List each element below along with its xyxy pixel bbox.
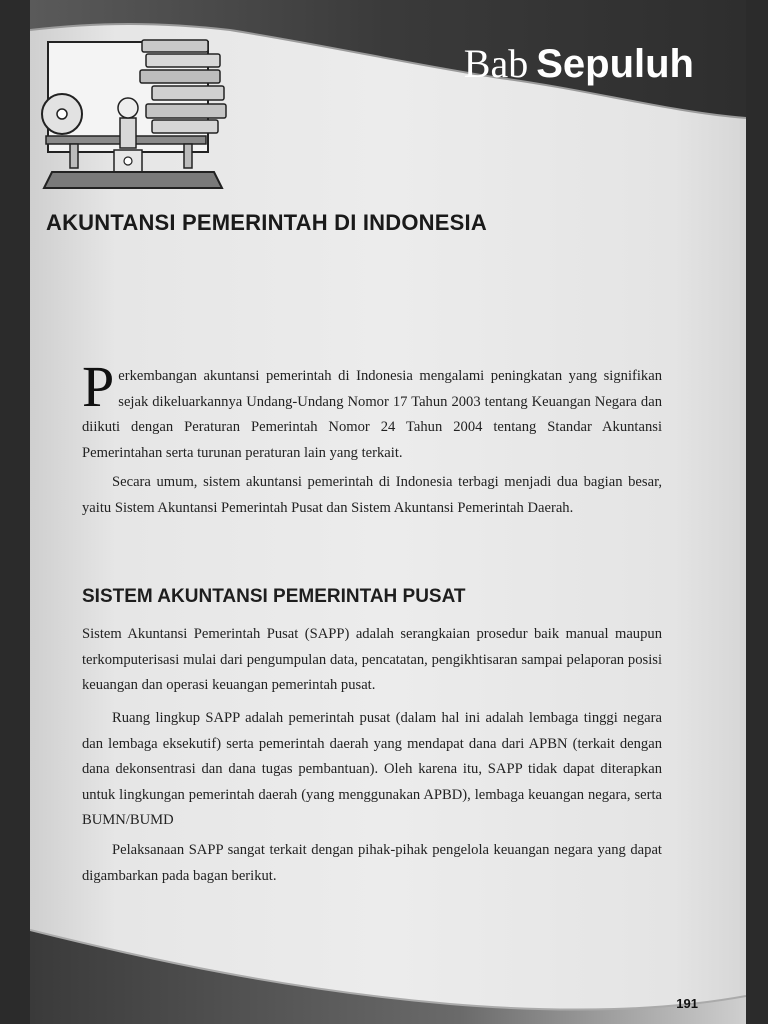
- chapter-word-number: Sepuluh: [536, 42, 694, 86]
- drop-cap: P: [82, 354, 115, 419]
- books-scale-icon: [34, 22, 234, 194]
- section-paragraph-2: Ruang lingkup SAPP adalah pemerintah pusat (dalam hal ini adalah lembaga tinggi negara dan lembaga eksekutif) serta pemerintah daerah yang mendapat dana dari APBN (terkait dengan dana dekonsentrasi dan dana tugas pembantuan). Oleh karena itu, SAPP tidak dapat diterapkan untuk lingkungan pemerintah daerah (yang menggunakan APBD), lembaga keuangan negara, serta BUMN/BUMD: [82, 710, 662, 828]
- footer-band: [30, 900, 746, 1024]
- chapter-title: AKUNTANSI PEMERINTAH DI INDONESIA: [46, 210, 487, 235]
- section-paragraph-3: Pelaksanaan SAPP sangat terkait dengan pihak-pihak pengelola keuangan negara yang dapat digambarkan pada bagan berikut.: [82, 842, 662, 884]
- page-number: 191: [676, 996, 698, 1011]
- book-page: [30, 0, 746, 1024]
- intro-paragraph-1: [82, 354, 662, 466]
- chapter-word-bab: Bab: [463, 41, 529, 86]
- chapter-label: [463, 41, 694, 86]
- section-paragraph-1: Sistem Akuntansi Pemerintah Pusat (SAPP) adalah serangkaian prosedur baik manual maupun terkomputerisasi mulai dari pengumpulan data, pencatatan, pengikhtisaran sampai pelaporan posisi keuangan dan operasi keuangan pemerintah pusat.: [82, 626, 662, 693]
- intro-paragraph-2: Secara umum, sistem akuntansi pemerintah di Indonesia terbagi menjadi dua bagian besar, yaitu Sistem Akuntansi Pemerintah Pusat dan Sistem Akuntansi Pemerintah Daerah.: [82, 474, 662, 516]
- section-heading: SISTEM AKUNTANSI PEMERINTAH PUSAT: [82, 586, 466, 607]
- intro-paragraph-1-text: erkembangan akuntansi pemerintah di Indonesia mengalami peningkatan yang signifikan sejak dikeluarkannya Undang-Undang Nomor 17 Tahun 2003 tentang Keuangan Negara dan diikuti dengan Peraturan Pemerintah Nomor 24 Tahun 2004 tentang Standar Akuntansi Pemerintahan serta turunan peraturan lain yang terkait.: [82, 368, 662, 461]
